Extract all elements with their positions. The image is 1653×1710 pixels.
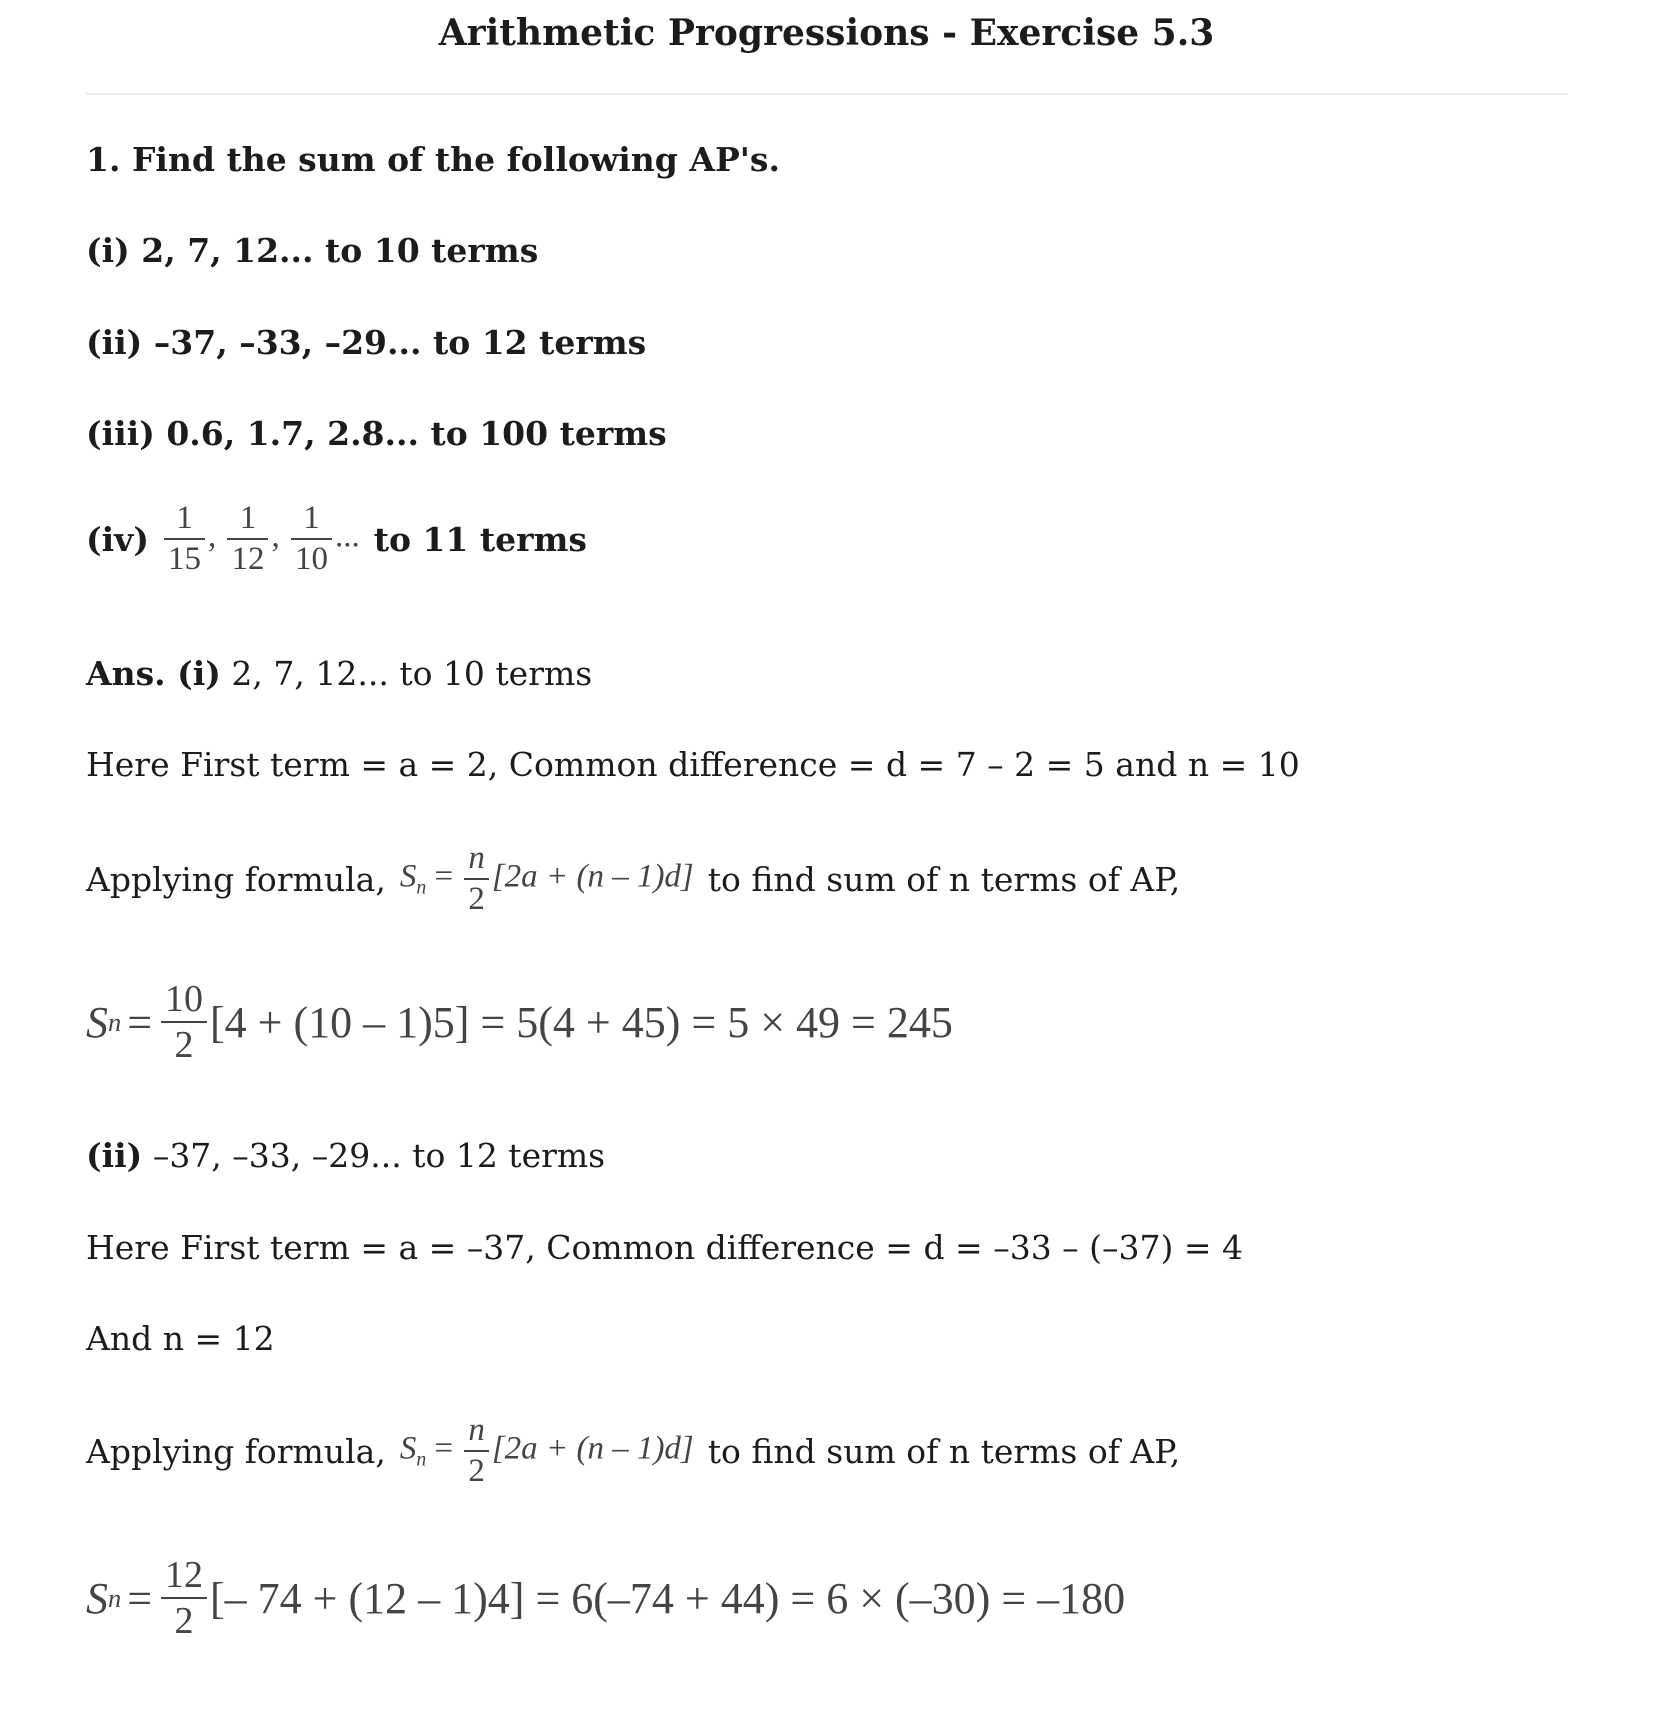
divider [86, 93, 1568, 95]
formula-prefix: Applying formula, [86, 1431, 386, 1471]
answer-statement: –37, –33, –29... to 12 terms [152, 1136, 606, 1175]
formula-suffix: to find sum of n terms of AP, [707, 859, 1181, 899]
answer-i-formula-line [86, 842, 1180, 916]
calculation-result: [4 + (10 – 1)5] = 5(4 + 45) = 5 × 49 = 245 [210, 997, 953, 1047]
answer-i-given: Here First term = a = 2, Common difference = d = 7 – 2 = 5 and n = 10 [86, 745, 1300, 784]
answer-ii-heading [86, 1136, 605, 1175]
sum-formula: $S_n$ = $\frac{n}{2}$ [2a + (n – 1)d] [399, 840, 694, 917]
page-title: Arithmetic Progressions - Exercise 5.3 [438, 12, 1215, 54]
question-part-iii: (iii) 0.6, 1.7, 2.8... to 100 terms [86, 414, 667, 453]
question-part-i: (i) 2, 7, 12... to 10 terms [86, 231, 539, 270]
calculation-result: [– 74 + (12 – 1)4] = 6(–74 + 44) = 6 × (–30) = –180 [210, 1573, 1126, 1623]
fraction: $\frac{1}{10}$ [291, 502, 332, 576]
part-iv-label: (iv) [86, 519, 149, 559]
answer-i-calculation: S n = $\frac{10}{2}$ [4 + (10 – 1)5] = 5(4 + 45) = 5 × 49 = 245 [86, 978, 953, 1066]
question-heading: 1. Find the sum of the following AP's. [86, 140, 780, 179]
answer-i-heading [86, 654, 592, 693]
formula-suffix: to find sum of n terms of AP, [707, 1431, 1181, 1471]
fraction: $\frac{1}{12}$ [227, 502, 268, 576]
answer-ii-given: Here First term = a = –37, Common difference = d = –33 – (–37) = 4 [86, 1228, 1244, 1267]
part-iv-suffix: to 11 terms [373, 519, 587, 559]
answer-label: (ii) [86, 1136, 143, 1175]
answer-ii-given-n: And n = 12 [86, 1319, 275, 1358]
ellipsis: ... [334, 518, 360, 555]
fraction: $\frac{1}{15}$ [164, 502, 205, 576]
answer-statement: 2, 7, 12... to 10 terms [231, 654, 593, 693]
formula-prefix: Applying formula, [86, 859, 386, 899]
answer-ii-formula-line [86, 1414, 1180, 1488]
question-part-iv: (iv) $\frac{1}{15}$ , $\frac{1}{12}$ , $\frac{1}{10}$ ... to 11 terms [86, 500, 587, 577]
answer-label: Ans. (i) [86, 654, 221, 693]
sum-formula: $S_n$ = $\frac{n}{2}$ [2a + (n – 1)d] [399, 1412, 694, 1489]
question-part-ii: (ii) –37, –33, –29... to 12 terms [86, 323, 647, 362]
answer-ii-calculation: S n = $\frac{12}{2}$ [– 74 + (12 – 1)4] = 6(–74 + 44) = 6 × (–30) = –180 [86, 1554, 1126, 1642]
